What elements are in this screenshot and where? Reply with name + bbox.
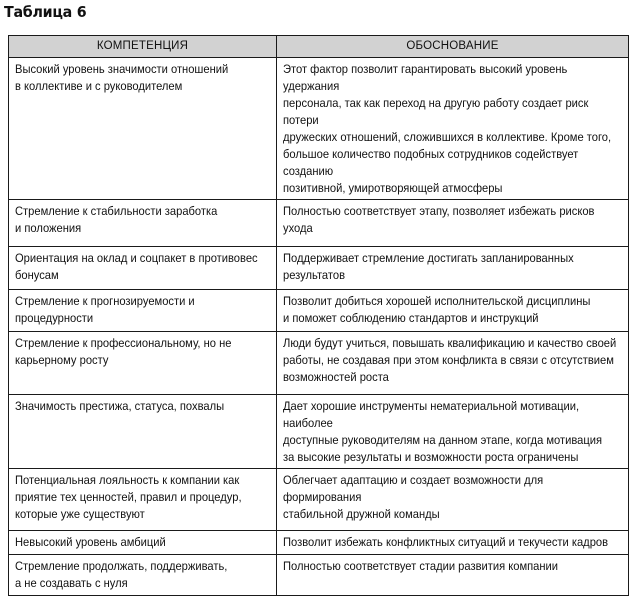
table-row — [9, 531, 629, 555]
table-row — [9, 58, 629, 200]
table-row — [9, 290, 629, 332]
competence-cell: Стремление к стабильности заработка и положения — [9, 200, 277, 247]
table-row — [9, 247, 629, 290]
competence-cell: Стремление к прогнозируемости и процедурности — [9, 290, 277, 332]
justification-cell: Позволит избежать конфликтных ситуаций и текучести кадров — [277, 531, 629, 555]
table-header-row — [9, 36, 629, 58]
competence-cell: Высокий уровень значимости отношений в коллективе и с руководителем — [9, 58, 277, 200]
table-row — [9, 395, 629, 469]
justification-cell: Полностью соответствует этапу, позволяет избежать рисков ухода — [277, 200, 629, 247]
competence-cell: Стремление продолжать, поддерживать, а не создавать с нуля — [9, 555, 277, 596]
justification-cell: Поддерживает стремление достигать запланированных результатов — [277, 247, 629, 290]
header-justification: ОБОСНОВАНИЕ — [277, 36, 629, 58]
competence-cell: Ориентация на оклад и соцпакет в противовес бонусам — [9, 247, 277, 290]
table-caption: Таблица 6 — [4, 3, 87, 21]
table-row — [9, 200, 629, 247]
justification-cell: Дает хорошие инструменты нематериальной мотивации, наиболее доступные руководителям на данном этапе, когда мотивация за высокие результаты и возможности роста ограничены — [277, 395, 629, 469]
table-row — [9, 555, 629, 596]
justification-cell: Этот фактор позволит гарантировать высокий уровень удержания персонала, так как переход на другую работу создает риск потери дружеских отношений, сложившихся в коллективе. Кроме того, большое количество подобных сотрудников содействует созданию позитивной, умиротворяющей атмосферы — [277, 58, 629, 200]
justification-cell: Люди будут учиться, повышать квалификацию и качество своей работы, не создавая при этом конфликта в связи с отсутствием возможностей роста — [277, 332, 629, 395]
header-competence: КОМПЕТЕНЦИЯ — [9, 36, 277, 58]
competence-table — [8, 35, 629, 596]
justification-cell: Облегчает адаптацию и создает возможности для формирования стабильной дружной команды — [277, 469, 629, 531]
competence-cell: Стремление к профессиональному, но не карьерному росту — [9, 332, 277, 395]
competence-cell: Потенциальная лояльность к компании как приятие тех ценностей, правил и процедур, которые уже существуют — [9, 469, 277, 531]
justification-cell: Позволит добиться хорошей исполнительской дисциплины и поможет соблюдению стандартов и инструкций — [277, 290, 629, 332]
table-row — [9, 469, 629, 531]
competence-cell: Невысокий уровень амбиций — [9, 531, 277, 555]
competence-cell: Значимость престижа, статуса, похвалы — [9, 395, 277, 469]
table-row — [9, 332, 629, 395]
justification-cell: Полностью соответствует стадии развития компании — [277, 555, 629, 596]
